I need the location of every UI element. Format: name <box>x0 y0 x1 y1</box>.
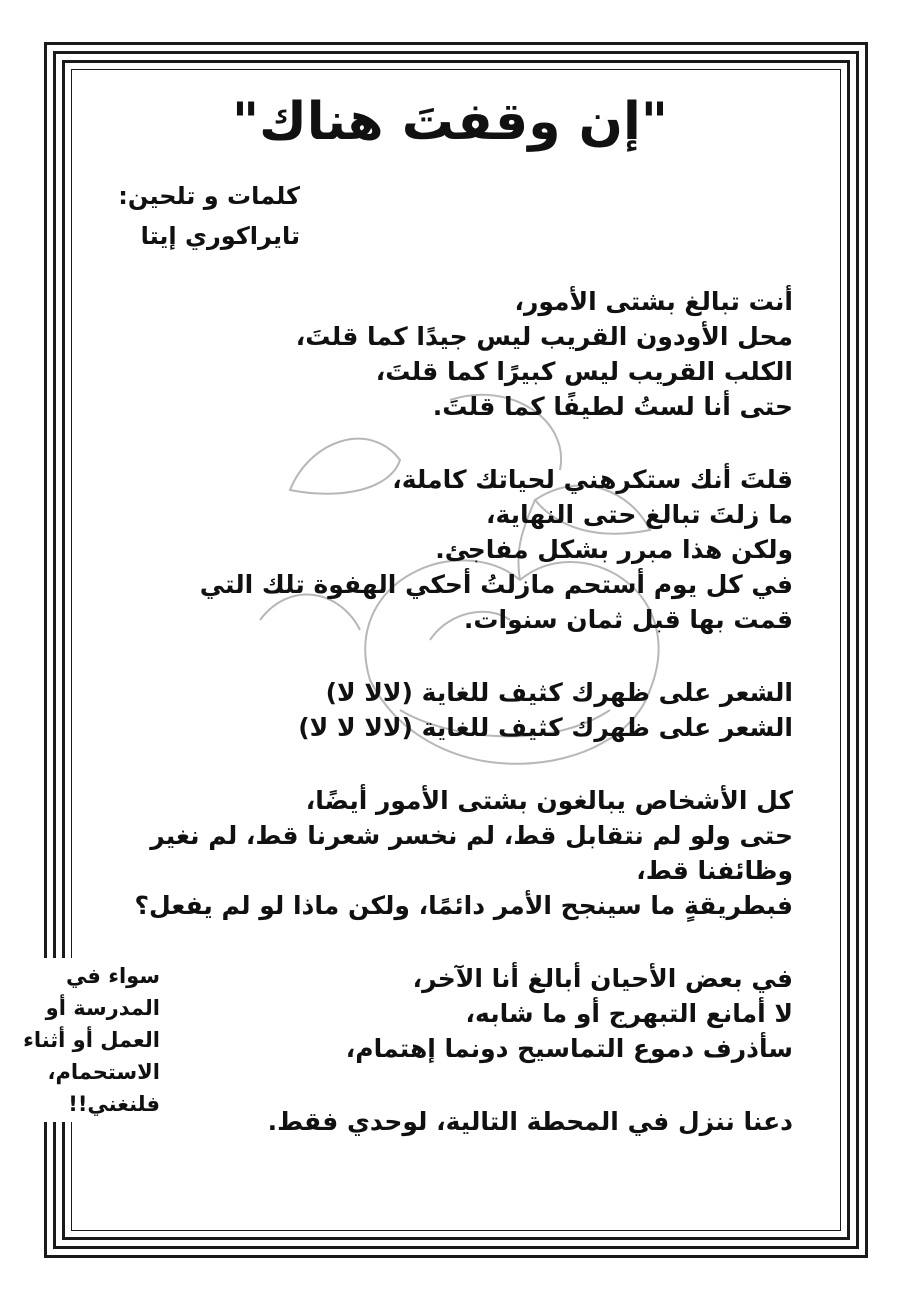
page-title: "إن وقفتَ هناك" <box>232 92 668 152</box>
side-note-line: الاستحمام، <box>47 1060 160 1084</box>
lyric-line: قمت بها قبل ثمان سنوات. <box>463 605 793 634</box>
lyric-line: حتى ولو لم نتقابل قط، لم نخسر شعرنا قط، لم نغير <box>150 821 793 850</box>
lyric-line: حتى أنا لستُ لطيفًا كما قلتَ. <box>432 392 793 421</box>
lyric-line: دعنا ننزل في المحطة التالية، لوحدي فقط. <box>267 1107 793 1136</box>
side-note-line: العمل أو أثناء <box>23 1028 160 1052</box>
lyric-line: الكلب القريب ليس كبيرًا كما قلتَ، <box>375 357 793 386</box>
stanza-5 <box>105 961 793 1066</box>
lyric-line: في كل يوم أستحم مازلتُ أحكي الهفوة تلك التي <box>199 570 793 599</box>
lyric-line: كل الأشخاص يبالغون بشتى الأمور أيضًا، <box>305 786 793 815</box>
lyric-line: ما زلتَ تبالغ حتى النهاية، <box>486 500 793 529</box>
lyric-line: في بعض الأحيان أبالغ أنا الآخر، <box>412 964 793 993</box>
side-note-line: المدرسة أو <box>45 996 160 1020</box>
credits-name: تايراكوري إيتا <box>140 222 300 250</box>
lyric-line: الشعر على ظهرك كثيف للغاية (لالا لا) <box>325 678 793 707</box>
side-note-line: سواء في <box>65 964 160 988</box>
side-note-line: فلنغني!! <box>68 1092 160 1116</box>
stanza-4 <box>105 783 793 923</box>
lyric-line: لا أمانع التبهرج أو ما شابه، <box>465 999 793 1028</box>
stanza-3 <box>105 675 793 745</box>
lyric-line: قلتَ أنك ستكرهني لحياتك كاملة، <box>392 465 793 494</box>
lyric-line: سأذرف دموع التماسيح دونما إهتمام، <box>345 1034 793 1063</box>
lyric-line: فبطريقةٍ ما سينجح الأمر دائمًا، ولكن ماذا لو لم يفعل؟ <box>134 891 793 920</box>
lyric-line: وظائفنا قط، <box>636 856 793 885</box>
lyric-line: محل الأودون القريب ليس جيدًا كما قلتَ، <box>295 322 793 351</box>
stanza-2 <box>105 462 793 637</box>
lyric-line: ولكن هذا مبرر بشكل مفاجئ. <box>435 535 793 564</box>
lyric-line: أنت تبالغ بشتى الأمور، <box>514 287 793 316</box>
stanza-6 <box>105 1104 793 1139</box>
credits-label: كلمات و تلحين: <box>118 182 300 210</box>
lyric-line: الشعر على ظهرك كثيف للغاية (لالا لا لا) <box>298 713 793 742</box>
lyrics-body <box>105 284 793 1139</box>
side-note <box>6 958 164 1122</box>
stanza-1 <box>105 284 793 424</box>
